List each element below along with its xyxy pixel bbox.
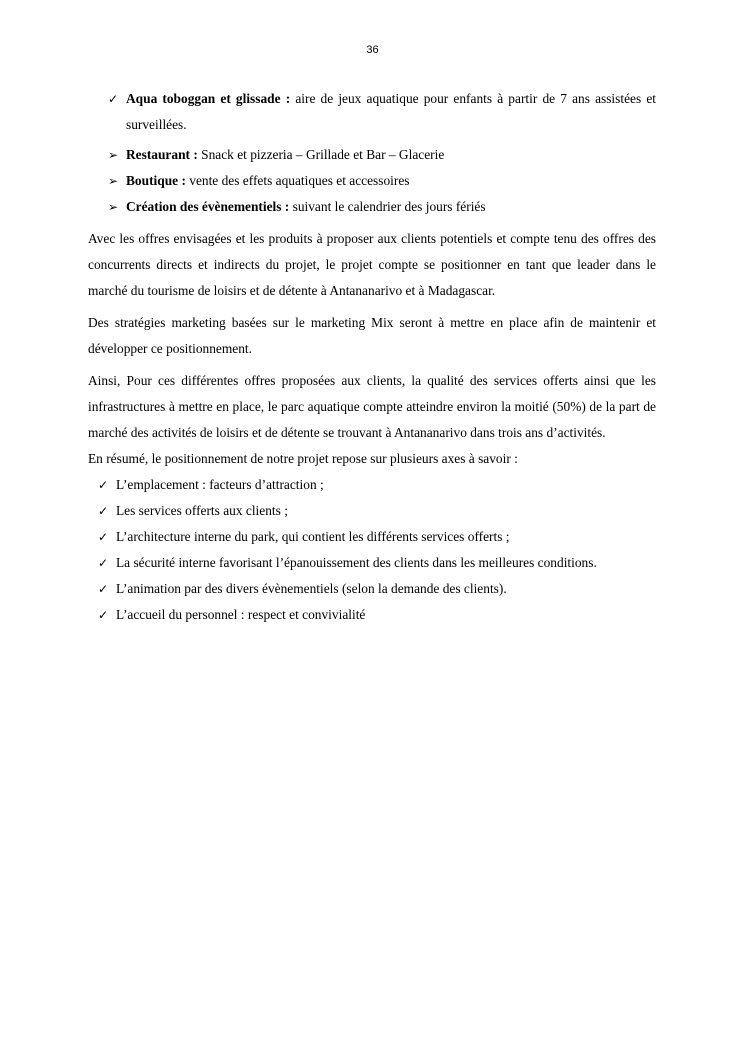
- summary-item: [88, 550, 656, 576]
- paragraph-strategies: Des stratégies marketing basées sur le marketing Mix seront à mettre en place afin de maintenir et développer ce positionnement.: [88, 315, 656, 356]
- summary-item: [88, 524, 656, 550]
- summary-item-text: L’accueil du personnel : respect et convivialité: [116, 607, 366, 622]
- paragraph-positionnement: Avec les offres envisagées et les produits à proposer aux clients potentiels et compte tenu des offres des concurrents directs et indirects du projet, le projet compte se positionner en tant que leader dans le marché du tourisme de loisirs et de détente à Antananarivo et à Madagascar.: [88, 231, 656, 298]
- bullet-boutique: [88, 168, 656, 194]
- checkmark-icon: ✓: [108, 92, 119, 106]
- paragraph-objectif-part-marche: Ainsi, Pour ces différentes offres proposées aux clients, la qualité des services offerts ainsi que les infrastructures à mettre en place, le parc aquatique compte atteindre environ la moitié (50%) de la part de marché des activités de loisirs et de détente se trouvant à Antananarivo dans trois ans d’activités.: [88, 373, 656, 440]
- bullet-description: vente des effets aquatiques et accessoires: [185, 173, 410, 188]
- bullet-label: Aqua toboggan et glissade :: [126, 91, 291, 106]
- page-number: 36: [366, 44, 379, 56]
- bullet-description: Snack et pizzeria – Grillade et Bar – Glacerie: [197, 147, 445, 162]
- bullet-aqua-toboggan: [88, 86, 656, 138]
- bullet-text: [126, 194, 656, 220]
- bullet-text: [126, 86, 656, 138]
- bullet-creation-evenementiels: [88, 194, 656, 220]
- checkmark-icon: ✓: [98, 478, 109, 492]
- bullet-label: Boutique :: [126, 173, 186, 188]
- checkmark-icon: ✓: [98, 530, 109, 544]
- bullet-text: [126, 168, 656, 194]
- summary-item-text: La sécurité interne favorisant l’épanouissement des clients dans les meilleures conditions.: [116, 555, 597, 570]
- checkmark-icon: ✓: [98, 556, 109, 570]
- checkmark-icon: ✓: [98, 504, 109, 518]
- bullet-description: aire de jeux aquatique pour enfants à partir de 7 ans assistées et surveillées.: [126, 91, 656, 132]
- arrow-bullet-icon: ➢: [108, 174, 119, 188]
- arrow-bullet-icon: ➢: [108, 200, 119, 214]
- summary-item: [88, 498, 656, 524]
- summary-item: [88, 602, 656, 628]
- summary-item-text: L’architecture interne du park, qui contient les différents services offerts ;: [116, 529, 510, 544]
- checkmark-icon: ✓: [98, 582, 109, 596]
- summary-item-text: L’emplacement : facteurs d’attraction ;: [116, 477, 324, 492]
- bullet-label: Restaurant :: [126, 147, 198, 162]
- summary-item: [88, 472, 656, 498]
- document-body: [88, 86, 656, 628]
- bullet-text: [126, 142, 656, 168]
- bullet-restaurant: [88, 142, 656, 168]
- paragraph-resume: En résumé, le positionnement de notre projet repose sur plusieurs axes à savoir :: [88, 451, 518, 466]
- bullet-label: Création des évènementiels :: [126, 199, 290, 214]
- summary-item-text: Les services offerts aux clients ;: [116, 503, 288, 518]
- bullet-description: suivant le calendrier des jours fériés: [289, 199, 486, 214]
- checkmark-icon: ✓: [98, 608, 109, 622]
- summary-item: [88, 576, 656, 602]
- arrow-bullet-icon: ➢: [108, 148, 119, 162]
- summary-item-text: L’animation par des divers évènementiels (selon la demande des clients).: [116, 581, 507, 596]
